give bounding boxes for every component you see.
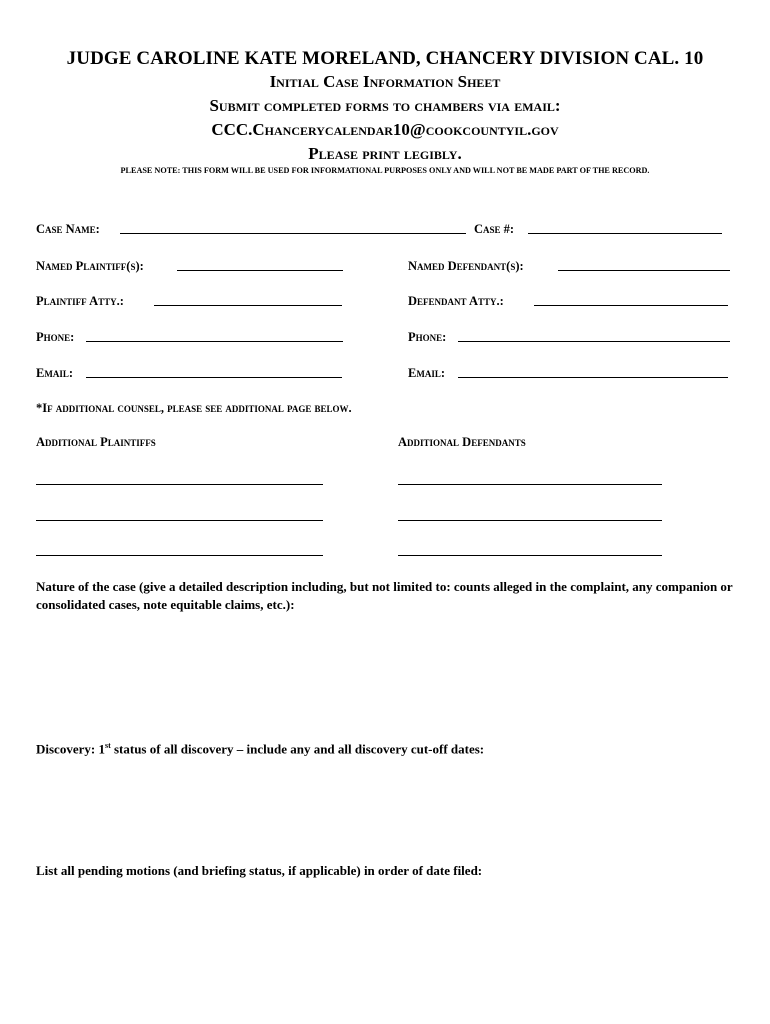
case-number-field (474, 222, 514, 237)
discovery-ordinal-suffix: st (104, 741, 111, 750)
plaintiff-phone-field (36, 330, 74, 345)
plaintiff-email-input-line[interactable] (86, 377, 342, 378)
discovery-prefix: Discovery: 1 (36, 741, 105, 757)
defendant-phone-input-line[interactable] (458, 341, 730, 342)
form-subtitle: Initial Case Information Sheet (269, 72, 501, 91)
defendant-email-field (408, 366, 445, 381)
case-name-field (36, 222, 100, 237)
named-plaintiffs-field (36, 259, 144, 274)
plaintiff-phone-input-line[interactable] (86, 341, 343, 342)
named-plaintiffs-label: Named Plaintiff(s): (36, 259, 144, 273)
submit-instructions: Submit completed forms to chambers via email: (209, 96, 561, 115)
plaintiff-atty-input-line[interactable] (154, 305, 342, 306)
additional-plaintiff-line[interactable] (36, 520, 323, 521)
additional-plaintiff-line[interactable] (36, 484, 323, 485)
plaintiff-atty-label: Plaintiff Atty.: (36, 294, 124, 308)
named-defendants-field (408, 259, 524, 274)
plaintiff-phone-label: Phone: (36, 330, 75, 344)
additional-plaintiff-line[interactable] (36, 555, 323, 556)
defendant-atty-label: Defendant Atty.: (408, 294, 504, 308)
record-note: PLEASE NOTE: THIS FORM WILL BE USED FOR INFORMATIONAL PURPOSES ONLY AND WILL NOT BE MADE PART OF THE RECORD. (120, 166, 650, 175)
case-name-label: Case Name: (36, 222, 100, 236)
named-plaintiffs-input-line[interactable] (177, 270, 343, 271)
nature-of-case-question: Nature of the case (give a detailed description including, but not limited to: counts alleged in the complaint, any companion or consolidated cases, note equitable claims, etc.): (36, 579, 733, 612)
named-defendants-input-line[interactable] (558, 270, 730, 271)
case-name-input-line[interactable] (120, 233, 466, 234)
additional-counsel-note: *If additional counsel, please see additional page below. (36, 401, 352, 415)
plaintiff-email-label: Email: (36, 366, 73, 380)
print-instructions: Please print legibly. (308, 144, 462, 163)
pending-motions-question: List all pending motions (and briefing status, if applicable) in order of date filed: (36, 863, 483, 878)
form-title: JUDGE CAROLINE KATE MORELAND, CHANCERY DIVISION CAL. 10 (66, 48, 704, 69)
plaintiff-email-field (36, 366, 73, 381)
defendant-atty-input-line[interactable] (534, 305, 728, 306)
defendant-phone-field (408, 330, 446, 345)
discovery-suffix: status of all discovery – include any and all discovery cut-off dates: (110, 741, 485, 757)
additional-defendant-line[interactable] (398, 555, 662, 556)
case-number-input-line[interactable] (528, 233, 722, 234)
case-number-label: Case #: (474, 222, 515, 236)
additional-plaintiffs-label: Additional Plaintiffs (36, 435, 156, 449)
discovery-question (36, 737, 736, 758)
defendant-atty-field (408, 294, 504, 309)
defendant-email-input-line[interactable] (458, 377, 728, 378)
additional-defendants-label: Additional Defendants (398, 435, 526, 449)
chambers-email: CCC.Chancerycalendar10@cookcountyil.gov (211, 120, 559, 139)
defendant-email-label: Email: (408, 366, 445, 380)
plaintiff-atty-field (36, 294, 124, 309)
additional-defendant-line[interactable] (398, 520, 662, 521)
additional-defendant-line[interactable] (398, 484, 662, 485)
defendant-phone-label: Phone: (408, 330, 447, 344)
named-defendants-label: Named Defendant(s): (408, 259, 524, 273)
